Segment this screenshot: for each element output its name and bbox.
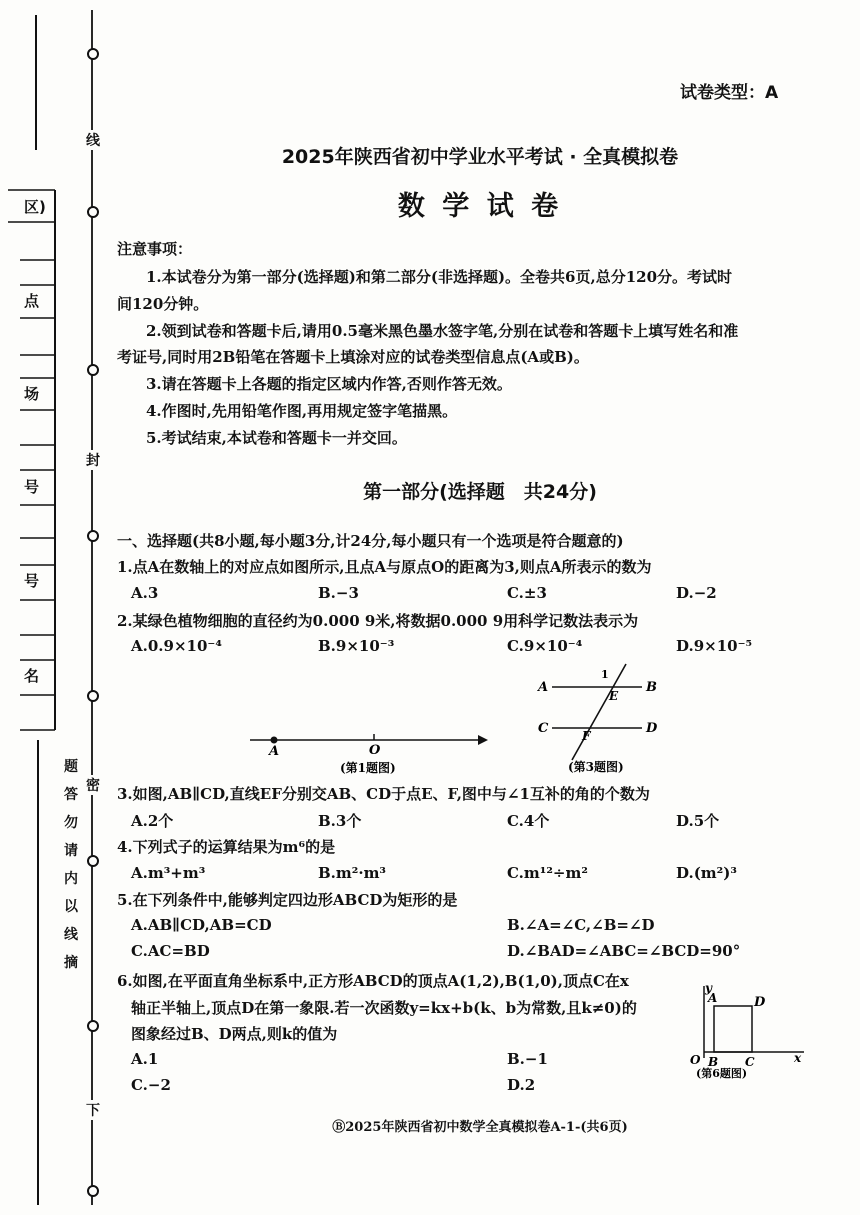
binding-hole-icon xyxy=(87,855,99,867)
label-angle-1: 1 xyxy=(601,668,609,681)
paper-type: 试卷类型：A xyxy=(680,83,779,103)
option-d: D.(m²)³ xyxy=(676,864,737,882)
label-c: C xyxy=(538,721,549,736)
label-d: D xyxy=(646,721,658,736)
note-2b: 考证号,同时用2B铅笔在答题卡上填涂对应的试卷类型信息点(A或B)。 xyxy=(117,348,589,366)
binding-lines xyxy=(0,0,100,1215)
label-x: x xyxy=(794,1051,802,1065)
option-a: A.2个 xyxy=(131,812,174,830)
option-c: C.4个 xyxy=(507,812,550,830)
warning-char: 以 xyxy=(64,899,78,915)
note-2a: 2.领到试卷和答题卡后,请用0.5毫米黑色墨水签字笔,分别在试卷和答题卡上填写姓名和准 xyxy=(146,322,739,340)
question-stem-line2: 轴正半轴上,顶点D在第一象限.若一次函数y=kx+b(k、b为常数,且k≠0)的 xyxy=(131,999,637,1017)
option-c: C.±3 xyxy=(507,584,547,602)
gutter-word-down: 下 xyxy=(86,1100,100,1120)
option-b: B.9×10⁻³ xyxy=(318,637,395,655)
page-footer: Ⓑ2025年陕西省初中数学全真模拟卷A-1-(共6页) xyxy=(332,1120,628,1135)
sidebar-label-point: 点 xyxy=(24,292,40,310)
figure-3-caption: (第3题图) xyxy=(568,760,624,774)
label-a: A xyxy=(269,744,280,759)
note-1b: 间120分钟。 xyxy=(117,295,209,313)
option-b: B.3个 xyxy=(318,812,362,830)
exam-subtitle: 数 学 试 卷 xyxy=(397,191,563,222)
label-c: C xyxy=(745,1055,755,1069)
note-5: 5.考试结束,本试卷和答题卡一并交回。 xyxy=(146,429,407,447)
warning-char: 答 xyxy=(64,787,78,803)
exam-title: 2025年陕西省初中学业水平考试 · 全真模拟卷 xyxy=(281,146,679,168)
binding-hole-icon xyxy=(87,1185,99,1197)
option-d: D.9×10⁻⁵ xyxy=(676,637,753,655)
option-d: D.−2 xyxy=(676,584,717,602)
warning-char: 题 xyxy=(64,759,78,775)
option-a: A.AB∥CD,AB=CD xyxy=(131,916,272,934)
question-stem: 1.点A在数轴上的对应点如图所示,且点A与原点O的距离为3,则点A所表示的数为 xyxy=(117,558,652,576)
binding-hole-icon xyxy=(87,690,99,702)
option-b: B.∠A=∠C,∠B=∠D xyxy=(507,916,655,934)
figure-3-parallel-lines xyxy=(530,660,670,778)
line-ef xyxy=(572,664,626,760)
sidebar-label-name: 名 xyxy=(24,667,40,685)
sidebar-label-id: 号 xyxy=(24,572,40,590)
gutter-word-line: 线 xyxy=(86,130,100,150)
warning-char: 内 xyxy=(64,871,78,887)
note-4: 4.作图时,先用铅笔作图,再用规定签字笔描黑。 xyxy=(146,402,458,420)
option-b: B.m²·m³ xyxy=(318,864,387,882)
option-a: A.1 xyxy=(131,1050,159,1068)
label-o: O xyxy=(369,743,381,758)
figure-1-number-line xyxy=(240,725,500,780)
label-y: y xyxy=(705,981,712,995)
option-a: A.0.9×10⁻⁴ xyxy=(131,637,222,655)
part-heading: 第一部分(选择题 共24分) xyxy=(363,481,597,503)
figure-1-caption: (第1题图) xyxy=(340,761,396,775)
warning-char: 摘 xyxy=(64,955,78,971)
binding-hole-icon xyxy=(87,1020,99,1032)
label-b: B xyxy=(646,680,657,695)
sidebar-label-district: 区) xyxy=(24,198,46,216)
option-c: C.AC=BD xyxy=(131,942,210,960)
option-c: C.−2 xyxy=(131,1076,171,1094)
option-d: D.∠BAD=∠ABC=∠BCD=90° xyxy=(507,942,741,960)
number-line-arrow xyxy=(478,735,488,745)
binding-hole-icon xyxy=(87,364,99,376)
note-3: 3.请在答题卡上各题的指定区域内作答,否则作答无效。 xyxy=(146,375,512,393)
option-a: A.3 xyxy=(131,584,159,602)
note-1a: 1.本试卷分为第一部分(选择题)和第二部分(非选择题)。全卷共6页,总分120分。考试时 xyxy=(146,268,733,286)
label-b: B xyxy=(708,1055,719,1069)
sidebar-label-seat: 号 xyxy=(24,478,40,496)
option-a: A.m³+m³ xyxy=(131,864,206,882)
question-stem-line1: 6.如图,在平面直角坐标系中,正方形ABCD的顶点A(1,2),B(1,0),顶点C在x xyxy=(117,972,629,990)
notes-heading: 注意事项： xyxy=(117,240,193,258)
binding-hole-icon xyxy=(87,206,99,218)
warning-char: 线 xyxy=(64,927,78,943)
option-b: B.−3 xyxy=(318,584,359,602)
point-a-dot xyxy=(271,737,278,744)
option-b: B.−1 xyxy=(507,1050,548,1068)
gutter-word-seal: 封 xyxy=(86,450,100,470)
question-stem-line3: 图象经过B、D两点,则k的值为 xyxy=(131,1025,338,1043)
option-c: C.m¹²÷m² xyxy=(507,864,588,882)
label-e: E xyxy=(609,689,619,703)
label-f: F xyxy=(582,729,591,743)
figure-6-coordinate-plane xyxy=(684,980,814,1080)
warning-char: 请 xyxy=(64,843,78,859)
option-c: C.9×10⁻⁴ xyxy=(507,637,583,655)
question-stem: 4.下列式子的运算结果为m⁶的是 xyxy=(117,838,336,856)
question-stem: 3.如图,AB∥CD,直线EF分别交AB、CD于点E、F,图中与∠1互补的角的个数为 xyxy=(117,785,650,803)
sidebar-label-room: 场 xyxy=(24,385,40,403)
section-heading: 一、选择题(共8小题,每小题3分,计24分,每小题只有一个选项是符合题意的) xyxy=(117,532,624,550)
question-stem: 5.在下列条件中,能够判定四边形ABCD为矩形的是 xyxy=(117,891,458,909)
figure-6-caption: (第6题图) xyxy=(696,1067,748,1080)
label-a: A xyxy=(708,991,718,1005)
label-d: D xyxy=(754,995,766,1010)
binding-hole-icon xyxy=(87,48,99,60)
binding-hole-icon xyxy=(87,530,99,542)
label-origin: O xyxy=(690,1053,701,1067)
label-a: A xyxy=(538,680,549,695)
warning-char: 勿 xyxy=(64,815,78,831)
question-stem: 2.某绿色植物细胞的直径约为0.000 9米,将数据0.000 9用科学记数法表示为 xyxy=(117,612,639,630)
square-abcd xyxy=(714,1006,752,1052)
gutter-word-secret: 密 xyxy=(86,775,100,795)
option-d: D.2 xyxy=(507,1076,536,1094)
option-d: D.5个 xyxy=(676,812,720,830)
